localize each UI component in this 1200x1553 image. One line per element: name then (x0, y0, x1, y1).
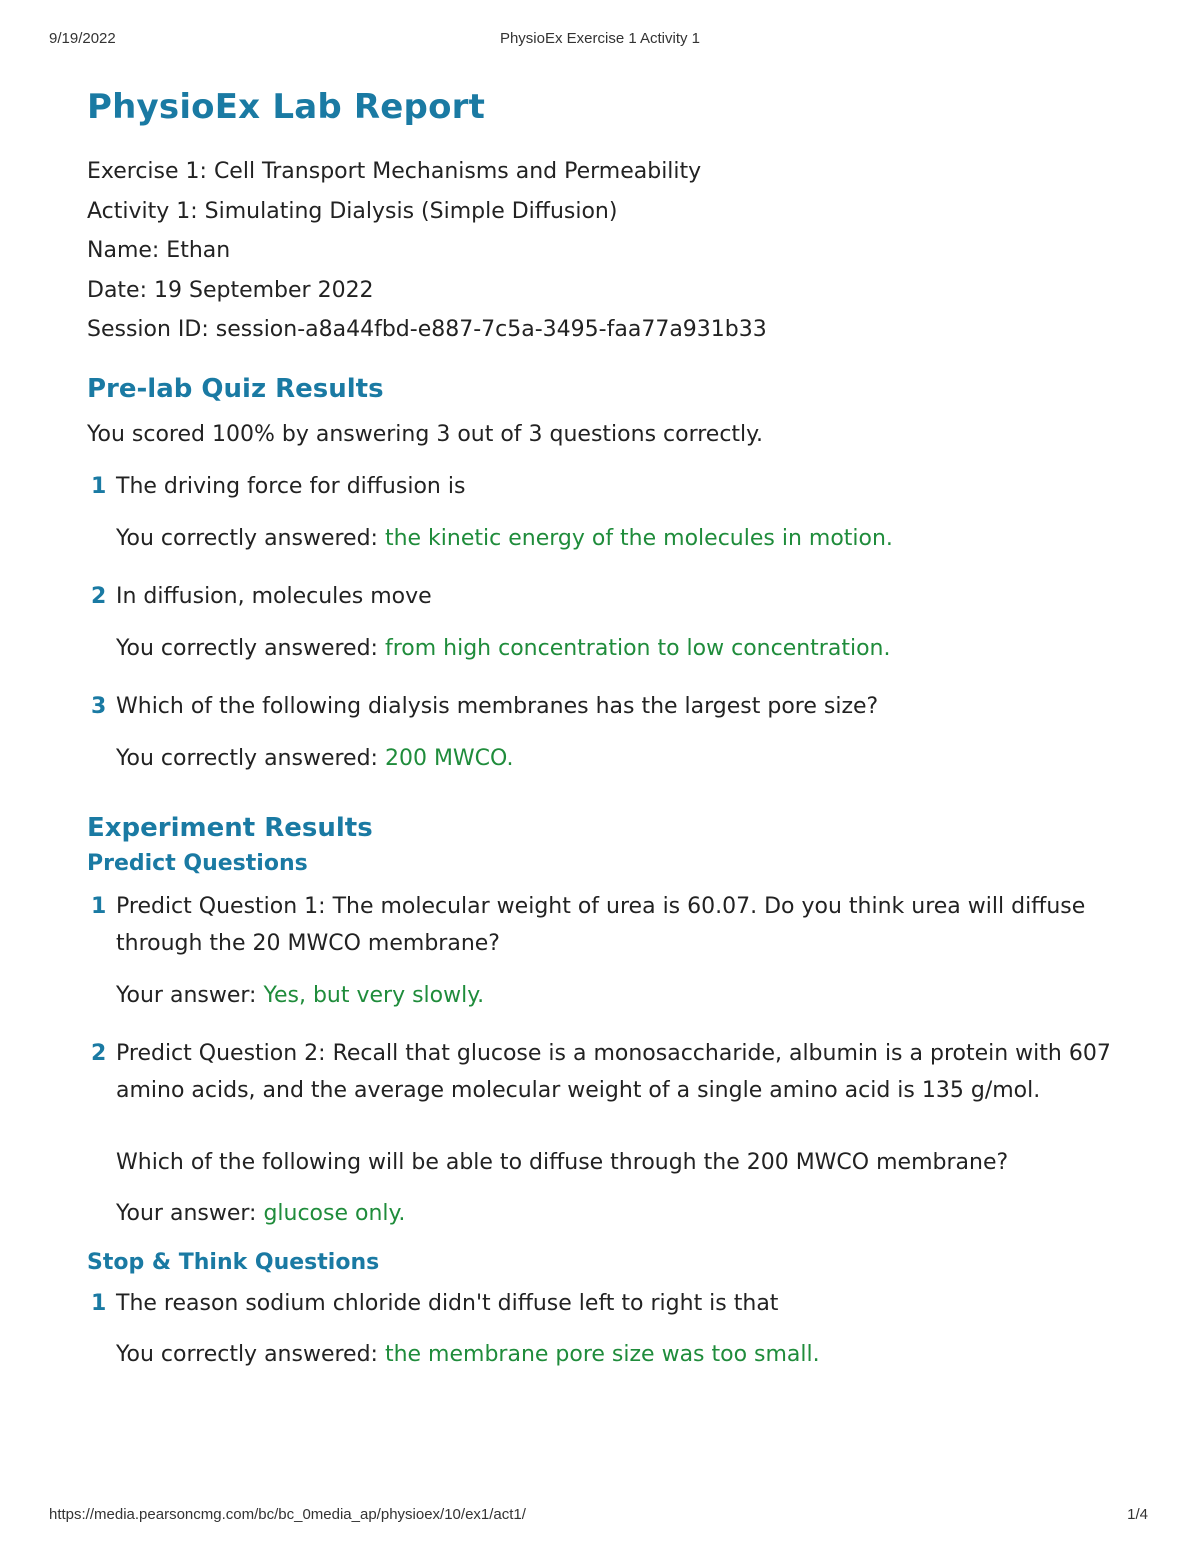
question-text: The driving force for diffusion is (116, 473, 466, 499)
answer-label: You correctly answered: (116, 525, 385, 551)
predict-question (87, 1035, 1137, 1109)
answer-label: You correctly answered: (116, 635, 385, 661)
prelab-question (87, 468, 1137, 505)
print-date: 9/19/2022 (49, 30, 116, 47)
lab-report (87, 82, 1137, 1373)
predict-question (87, 888, 1137, 962)
question-number: 1 (91, 893, 107, 919)
question-text: In diffusion, molecules move (116, 583, 432, 609)
question-text: The reason sodium chloride didn't diffuse left to right is that (116, 1290, 779, 1316)
prelab-answer (87, 630, 1137, 667)
page-url: https://media.pearsoncmg.com/bc/bc_0media_ap/physioex/10/ex1/act1/ (49, 1506, 526, 1523)
question-number: 2 (91, 1040, 107, 1066)
answer-value: the membrane pore size was too small. (384, 1341, 820, 1367)
page-number: 1/4 (1127, 1506, 1148, 1523)
print-title: PhysioEx Exercise 1 Activity 1 (499, 30, 701, 47)
answer-label: You correctly answered: (116, 1341, 385, 1367)
name-line: Name: Ethan (87, 238, 231, 263)
exercise-line: Exercise 1: Cell Transport Mechanisms and Permeability (87, 159, 702, 184)
prelab-heading: Pre-lab Quiz Results (87, 373, 384, 404)
predict-answer (87, 977, 1137, 1014)
prelab-question (87, 578, 1137, 615)
report-meta (87, 152, 1137, 350)
predict-heading: Predict Questions (87, 850, 308, 876)
question-number: 3 (91, 693, 107, 719)
predict-question-followup: Which of the following will be able to diffuse through the 200 MWCO membrane? (116, 1149, 1009, 1175)
predict-answer (87, 1195, 1137, 1232)
prelab-answer (87, 740, 1137, 777)
answer-value: from high concentration to low concentration. (384, 635, 891, 661)
answer-label: Your answer: (116, 1200, 264, 1226)
prelab-score: You scored 100% by answering 3 out of 3 questions correctly. (87, 421, 764, 447)
question-number: 1 (91, 1290, 107, 1316)
question-number: 2 (91, 583, 107, 609)
report-title: PhysioEx Lab Report (87, 87, 486, 127)
answer-value: Yes, but very slowly. (263, 982, 485, 1008)
question-text: Which of the following dialysis membranes has the largest pore size? (116, 693, 879, 719)
answer-label: You correctly answered: (116, 745, 385, 771)
prelab-answer (87, 520, 1137, 557)
activity-line: Activity 1: Simulating Dialysis (Simple Diffusion) (87, 198, 618, 224)
stopthink-answer (87, 1336, 1137, 1373)
experiment-heading: Experiment Results (87, 812, 373, 843)
question-text: Predict Question 2: Recall that glucose is a monosaccharide, albumin is a protein with 607 amino acids, and the average molecular weight of a single amino acid is 135 g/mol. (116, 1040, 1111, 1103)
date-line: Date: 19 September 2022 (87, 277, 374, 303)
answer-value: 200 MWCO. (384, 745, 514, 771)
session-line: Session ID: session-a8a44fbd-e887-7c5a-3495-faa77a931b33 (87, 317, 767, 342)
question-text: Predict Question 1: The molecular weight of urea is 60.07. Do you think urea will diffuse through the 20 MWCO membrane? (116, 893, 1086, 956)
question-number: 1 (91, 473, 107, 499)
stopthink-heading: Stop & Think Questions (87, 1249, 380, 1275)
answer-label: Your answer: (116, 982, 264, 1008)
prelab-question (87, 688, 1137, 725)
answer-value: glucose only. (263, 1200, 406, 1226)
answer-value: the kinetic energy of the molecules in motion. (384, 525, 893, 551)
stopthink-question (87, 1285, 1137, 1322)
